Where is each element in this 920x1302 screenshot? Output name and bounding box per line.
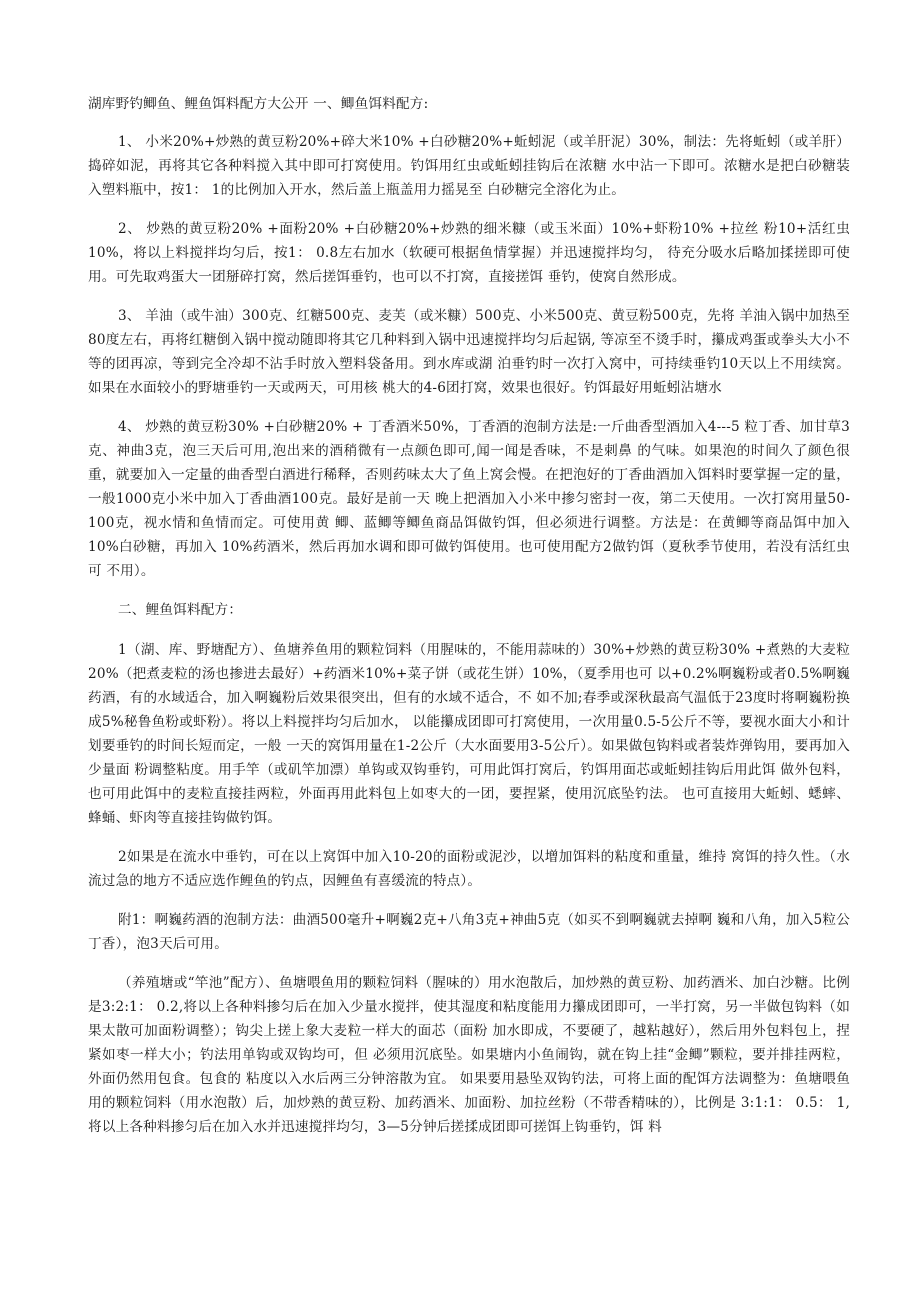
crucian-recipe-2: 2、 炒熟的黄豆粉20% +面粉20% +白砂糖20%+炒熟的细米糠（或玉米面）10%+虾粉10% +拉丝 粉10+活红虫10%，将以上料搅拌均匀后，按1： 0.8左右加水（软硬可根据鱼情掌握）并迅速搅拌均匀， 待充分吸水后略加揉搓即可使用。可先取鸡蛋大一团掰碎打窝，然后搓饵垂钓，也可以不打窝，直接搓饵 垂钓，使窝自然形成。 — [88, 221, 850, 285]
carp-recipe-2: 2如果是在流水中垂钓，可在以上窝饵中加入10-20的面粉或泥沙，以增加饵料的粘度和重量，维持 窝饵的持久性。（水流过急的地方不适应选作鲤鱼的钓点，因鲤鱼有喜缓流的特点）。 — [88, 849, 850, 889]
document-title: 湖库野钓鲫鱼、鲤鱼饵料配方大公开 一、鲫鱼饵料配方: — [88, 96, 429, 112]
carp-recipe-1: 1（湖、库、野塘配方）、鱼塘养鱼用的颗粒饲料（用腥味的，不能用蒜味的）30%+炒熟的黄豆粉30% +煮熟的大麦粒20%（把煮麦粒的汤也掺进去最好）+药酒米10%+菜子饼（或花生饼）10%，（夏季用也可 以+0.2%啊巍粉或者0.5%啊巍药酒，有的水域适合，加入啊巍粉后效果很突出，但有的水域不适合，不 如不加;春季或深秋最高气温低于23度时将啊巍粉换成5%秘鲁鱼粉或虾粉）。将以上料搅拌均匀后加水， 以能攥成团即可打窝使用，一次用量0.5-5公斤不等，要视水面大小和计划要垂钓的时间长短而定，一般 一天的窝饵用量在1-2公斤（大水面要用3-5公斤）。如果做包钩料或者装炸弹钩用，要再加入少量面 粉调整粘度。用手竿（或矶竿加漂）单钩或双钩垂钓，可用此饵打窝后，钓饵用面芯或蚯蚓挂钩后用此饵 做外包料，也可用此饵中的麦粒直接挂两粒，外面再用此料包上如枣大的一团，要捏紧，使用沉底坠钓法。 也可直接用大蚯蚓、蟋蟀、蜂蛹、虾肉等直接挂钩做钓饵。 — [88, 642, 850, 826]
carp-appendix-1: 附1：啊巍药酒的泡制方法：曲酒500毫升+啊巍2克+八角3克+神曲5克（如买不到啊巍就去掉啊 巍和八角，加入5粒公丁香），泡3天后可用。 — [88, 912, 850, 952]
crucian-recipe-1: 1、 小米20%+炒熟的黄豆粉20%+碎大米10% +白砂糖20%+蚯蚓泥（或羊肝泥）30%，制法：先将蚯蚓（或羊肝）捣碎如泥，再将其它各种料搅入其中即可打窝使用。钓饵用红虫或蚯蚓挂钩后在浓糖 水中沾一下即可。浓糖水是把白砂糖装入塑料瓶中，按1： 1的比例加入开水，然后盖上瓶盖用力摇晃至 白砂糖完全溶化为止。 — [88, 134, 850, 198]
document-body — [88, 92, 850, 1154]
carp-section-heading: 二、鲤鱼饵料配方： — [118, 602, 243, 618]
carp-pond-recipe: （养殖塘或“竿池”配方）、鱼塘喂鱼用的颗粒饲料（腥味的）用水泡散后，加炒熟的黄豆粉、加药酒米、加白沙糖。比例是3:2:1： 0.2,将以上各种料掺匀后在加入少量水搅拌，使其湿度和粘度能用力攥成团即可，一半打窝，另一半做包钩料（如果太散可加面粉调整）；钩尖上搓上象大麦粒一样大的面芯（面粉 加水即成，不要硬了，越粘越好），然后用外包料包上，捏紧如枣一样大小；钓法用单钩或双钩均可，但 必须用沉底坠。如果塘内小鱼闹钩，就在钩上挂“金鲫”颗粒，要并排挂两粒，外面仍然用包食。包食的 粘度以入水后两三分钟溶散为宜。 如果要用悬坠双钩钓法，可将上面的配饵方法调整为：鱼塘喂鱼用的颗粒饲料（用水泡散）后，加炒熟的黄豆粉、加药酒米、加面粉、加拉丝粉（不带香精味的），比例是 3:1:1： 0.5： 1,将以上各种料掺匀后在加入水并迅速搅拌均匀，3—5分钟后搓揉成团即可搓饵上钩垂钓，饵 料 — [88, 975, 850, 1135]
crucian-recipe-3: 3、 羊油（或牛油）300克、红糖500克、麦芙（或米糠）500克、小米500克、黄豆粉500克，先将 羊油入锅中加热至80度左右，再将红糖倒入锅中搅动随即将其它几种料到入锅中迅速搅拌均匀后起锅, 等凉至不烫手时，攥成鸡蛋或拳头大小不等的团再凉，等到完全冷却不沾手时放入塑料袋备用。到水库或湖 泊垂钓时一次打入窝中，可持续垂钓10天以上不用续窝。如果在水面较小的野塘垂钓一天或两天，可用核 桃大的4-6团打窝，效果也很好。钓饵最好用蚯蚓沾塘水 — [88, 308, 850, 396]
crucian-recipe-4: 4、 炒熟的黄豆粉30% +白砂糖20% + 丁香酒米50%，丁香酒的泡制方法是:一斤曲香型酒加入4---5 粒丁香、加甘草3克、神曲3克，泡三天后可用,泡出来的酒稍微有一点颜色即可,闻一闻是香味，不是刺鼻 的气味。如果泡的时间久了颜色很重，就要加入一定量的曲香型白酒进行稀释，否则药味太大了鱼上窝会慢。在把泡好的丁香曲酒加入饵料时要掌握一定的量，一般1000克小米中加入丁香曲酒100克。最好是前一天 晚上把酒加入小米中掺匀密封一夜，第二天使用。一次打窝用量50-100克，视水情和鱼情而定。可使用黄 鲫、蓝鲫等鲫鱼商品饵做钓饵，但必须进行调整。方法是：在黄鲫等商品饵中加入10%白砂糖，再加入 10%药酒米，然后再加水调和即可做钓饵使用。也可使用配方2做钓饵（夏秋季节使用，若没有活红虫可 不用）。 — [88, 419, 850, 579]
